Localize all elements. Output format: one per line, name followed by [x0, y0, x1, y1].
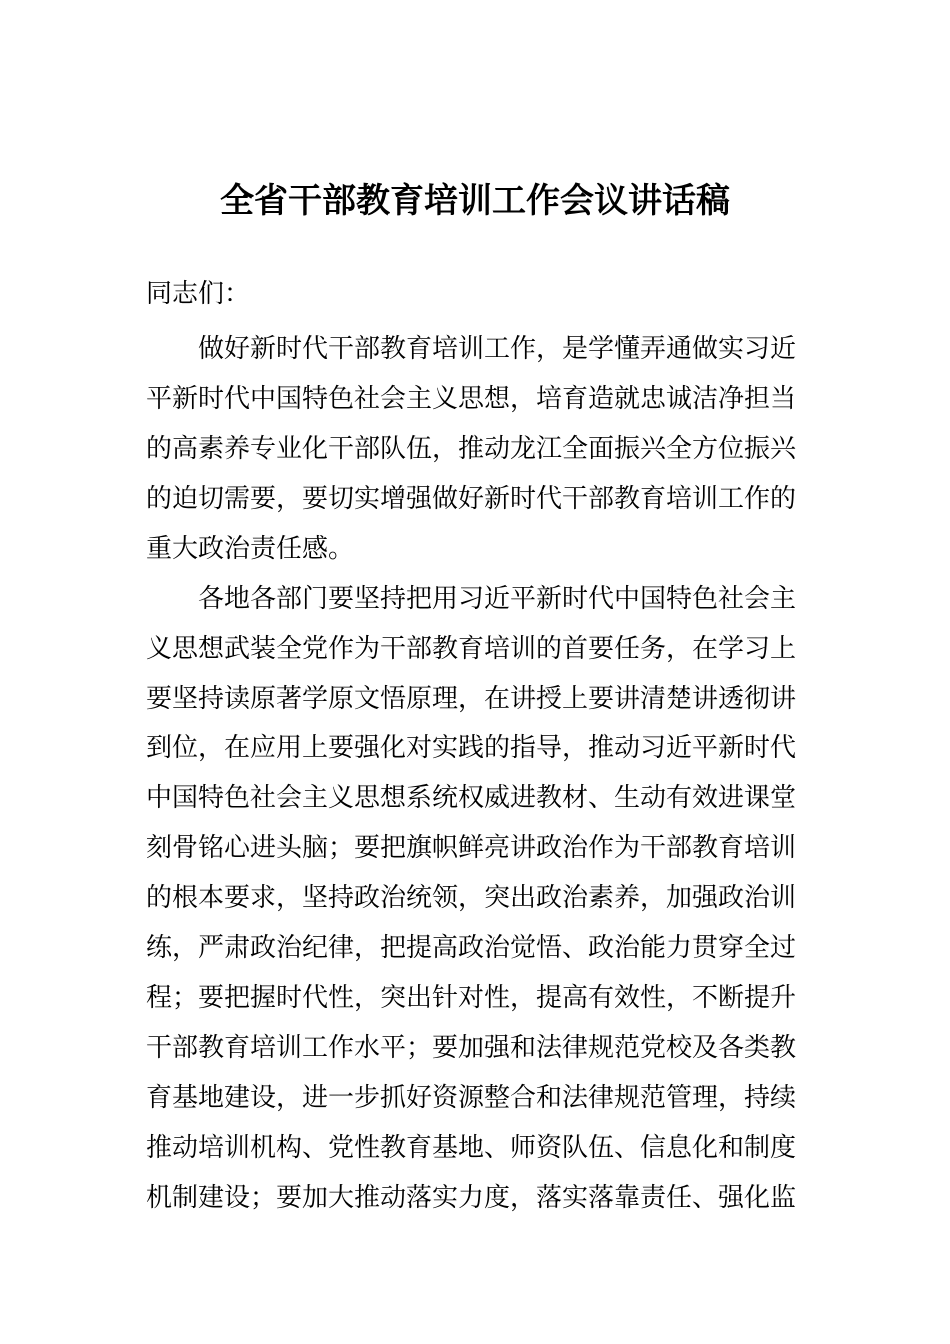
body-line: 重大政治责任感。 — [146, 534, 355, 564]
body-line: 要坚持读原著学原文悟原理，在讲授上要讲清楚讲透彻讲 — [146, 684, 797, 714]
body-line: 的根本要求，坚持政治统领，突出政治素养，加强政治训 — [146, 883, 797, 913]
body-line: 干部教育培训工作水平；要加强和法律规范党校及各类教 — [146, 1033, 797, 1063]
body-line: 程；要把握时代性，突出针对性，提高有效性，不断提升 — [146, 983, 797, 1013]
body-line: 机制建设；要加大推动落实力度，落实落靠责任、强化监 — [146, 1183, 797, 1213]
body-line: 各地各部门要坚持把用习近平新时代中国特色社会主 — [146, 584, 797, 614]
body-line: 推动培训机构、党性教育基地、师资队伍、信息化和制度 — [146, 1133, 797, 1163]
body-line: 练，严肃政治纪律，把提高政治觉悟、政治能力贯穿全过 — [146, 933, 797, 963]
body-line: 到位，在应用上要强化对实践的指导，推动习近平新时代 — [146, 733, 797, 763]
body-line: 平新时代中国特色社会主义思想，培育造就忠诚洁净担当 — [146, 384, 797, 414]
salutation: 同志们： — [146, 279, 251, 309]
body-line: 育基地建设，进一步抓好资源整合和法律规范管理，持续 — [146, 1083, 797, 1113]
body-line: 的高素养专业化干部队伍，推动龙江全面振兴全方位振兴 — [146, 434, 797, 464]
body-line: 做好新时代干部教育培训工作，是学懂弄通做实习近 — [146, 334, 797, 364]
body-line: 刻骨铭心进头脑；要把旗帜鲜亮讲政治作为干部教育培训 — [146, 833, 797, 863]
body-line: 义思想武装全党作为干部教育培训的首要任务，在学习上 — [146, 634, 797, 664]
body-line: 的迫切需要，要切实增强做好新时代干部教育培训工作的 — [146, 484, 797, 514]
document-title: 全省干部教育培训工作会议讲话稿 — [220, 181, 730, 221]
body-line: 中国特色社会主义思想系统权威进教材、生动有效进课堂 — [146, 783, 797, 813]
